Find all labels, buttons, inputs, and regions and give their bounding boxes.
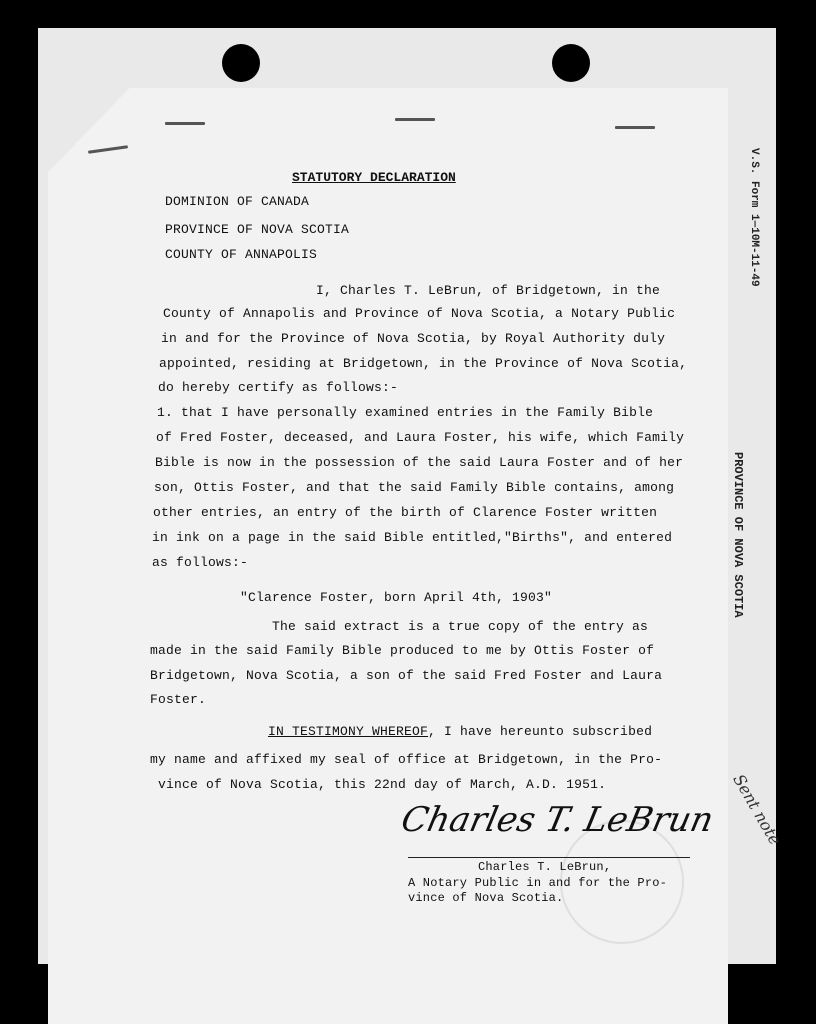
- signer-name: Charles T. LeBrun,: [478, 860, 612, 874]
- punch-hole: [222, 44, 260, 82]
- body-line: 1. that I have personally examined entries in the Family Bible: [157, 405, 654, 420]
- body-line: County of Annapolis and Province of Nova Scotia, a Notary Public: [163, 306, 676, 321]
- margin-note: Sent note: [729, 770, 785, 849]
- signature-line: [408, 857, 690, 858]
- body-line: appointed, residing at Bridgetown, in the Province of Nova Scotia,: [159, 356, 688, 371]
- staple: [395, 118, 435, 121]
- punch-hole: [552, 44, 590, 82]
- header-line: COUNTY OF ANNAPOLIS: [165, 247, 318, 262]
- body-line: Foster.: [150, 692, 207, 707]
- testimony-line: my name and affixed my seal of office at Bridgetown, in the Pro-: [150, 752, 663, 767]
- staple: [615, 126, 655, 129]
- testimony-heading: IN TESTIMONY WHEREOF: [268, 724, 429, 739]
- body-line: son, Ottis Foster, and that the said Family Bible contains, among: [154, 480, 675, 495]
- body-line: other entries, an entry of the birth of Clarence Foster written: [153, 505, 658, 520]
- body-line: The said extract is a true copy of the entry as: [272, 619, 649, 634]
- body-line: Bible is now in the possession of the said Laura Foster and of her: [155, 455, 684, 470]
- body-line: made in the said Family Bible produced to me by Ottis Foster of: [150, 643, 655, 658]
- body-line: of Fred Foster, deceased, and Laura Foster, his wife, which Family: [156, 430, 685, 445]
- testimony-line: [268, 724, 652, 739]
- staple: [165, 122, 205, 125]
- body-line: I, Charles T. LeBrun, of Bridgetown, in the: [316, 283, 661, 298]
- handwritten-signature: Charles T. LeBrun: [397, 800, 717, 840]
- body-line: do hereby certify as follows:-: [158, 380, 399, 395]
- form-number-label: V.S. Form 1—10M-11-49: [748, 148, 760, 287]
- testimony-line: vince of Nova Scotia, this 22nd day of March, A.D. 1951.: [158, 777, 607, 792]
- side-province-label: PROVINCE OF NOVA SCOTIA: [731, 452, 745, 618]
- header-line: DOMINION OF CANADA: [165, 194, 310, 209]
- body-line: in and for the Province of Nova Scotia, by Royal Authority duly: [161, 331, 666, 346]
- bible-entry-quote: "Clarence Foster, born April 4th, 1903": [240, 590, 553, 605]
- testimony-text: , I have hereunto subscribed: [428, 724, 653, 739]
- signer-title: vince of Nova Scotia.: [408, 891, 564, 905]
- body-line: Bridgetown, Nova Scotia, a son of the said Fred Foster and Laura: [150, 668, 663, 683]
- body-line: as follows:-: [152, 555, 249, 570]
- signer-title: A Notary Public in and for the Pro-: [408, 876, 668, 890]
- document-title: STATUTORY DECLARATION: [292, 170, 456, 185]
- header-line: PROVINCE OF NOVA SCOTIA: [165, 222, 350, 237]
- body-line: in ink on a page in the said Bible entitled,"Births", and entered: [152, 530, 673, 545]
